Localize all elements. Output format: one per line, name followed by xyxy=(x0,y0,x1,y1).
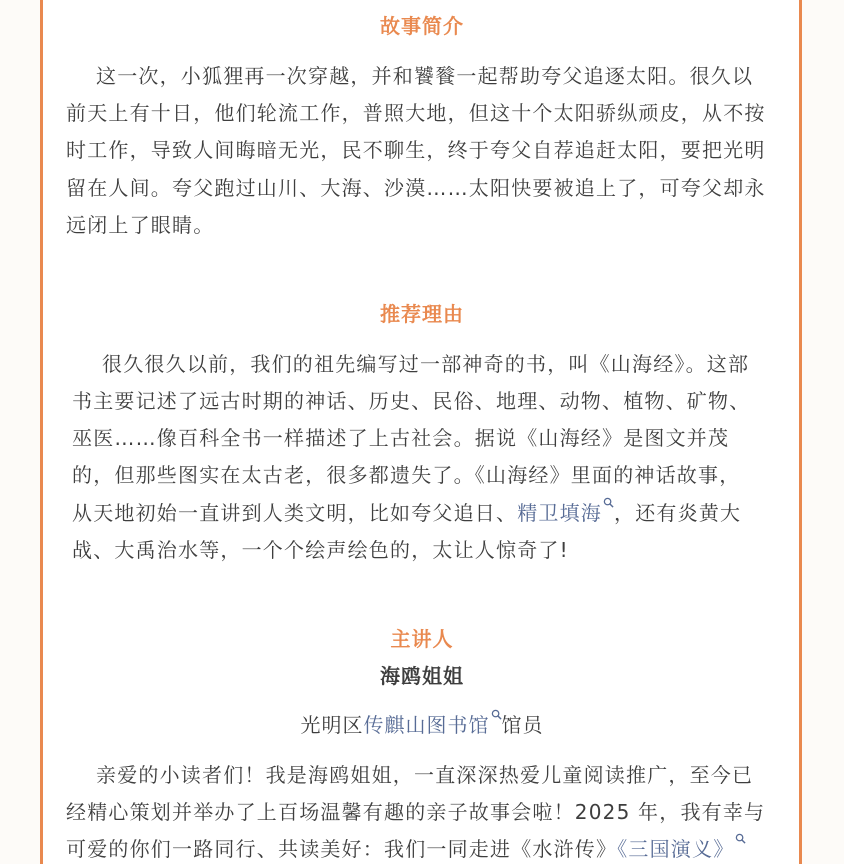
reason-line-4: 的，但那些图实在太古老，很多都遗失了。《山海经》里面的神话故事， xyxy=(72,463,741,487)
jingwei-link-label[interactable]: 精卫填海 xyxy=(517,501,603,525)
story-line-5: 远闭上了眼睛。 xyxy=(66,213,215,237)
affiliation-district: 光明区 xyxy=(300,713,364,737)
jingwei-link[interactable] xyxy=(517,501,614,525)
story-line-3: 时工作，导致人间晦暗无光，民不聊生，终于夸父自荐追赶太阳，要把光明 xyxy=(66,138,766,162)
speaker-line-3 xyxy=(66,835,746,863)
sanguo-link[interactable] xyxy=(617,837,746,861)
reason-line-1: 很久很久以前，我们的祖先编写过一部神奇的书，叫《山海经》。这部 xyxy=(102,352,750,376)
library-link-label[interactable]: 传麒山图书馆 xyxy=(363,713,490,737)
section-title-story: 故事简介 xyxy=(380,14,464,38)
section-title-speaker: 主讲人 xyxy=(390,627,454,651)
reason-line-3: 巫医……像百科全书一样描述了上古社会。据说《山海经》是图文并茂 xyxy=(72,426,730,450)
search-icon[interactable] xyxy=(735,833,746,844)
affiliation-role: 馆员 xyxy=(501,713,544,737)
search-icon[interactable] xyxy=(603,497,614,508)
sanguo-link-label[interactable]: 《三国演义》 xyxy=(617,837,735,861)
reason-line-6: 战、大禹治水等，一个个绘声绘色的，太让人惊奇了! xyxy=(72,538,569,562)
section-title-reason: 推荐理由 xyxy=(380,302,464,326)
search-icon[interactable] xyxy=(491,709,502,720)
library-link[interactable] xyxy=(364,713,502,737)
speaker-line-2: 经精心策划并举办了上百场温馨有趣的亲子故事会啦！2025 年，我有幸与 xyxy=(66,800,766,824)
speaker-line-1: 亲爱的小读者们！我是海鸥姐姐，一直深深热爱儿童阅读推广，至今已 xyxy=(96,763,754,787)
story-line-2: 前天上有十日，他们轮流工作，普照大地，但这十个太阳骄纵顽皮，从不按 xyxy=(66,101,766,125)
speaker-name: 海鸥姐姐 xyxy=(380,664,464,688)
story-line-4: 留在人间。夸父跑过山川、大海、沙漠……太阳快要被追上了，可夸父却永 xyxy=(66,176,766,200)
story-line-1: 这一次，小狐狸再一次穿越，并和饕餮一起帮助夸父追逐太阳。很久以 xyxy=(96,64,754,88)
speaker-affiliation xyxy=(0,711,844,739)
reason-line-5-text: 从天地初始一直讲到人类文明，比如夸父追日、 xyxy=(72,501,518,525)
reason-line-2: 书主要记述了远古时期的神话、历史、民俗、地理、动物、植物、矿物、 xyxy=(72,389,751,413)
reason-line-5 xyxy=(72,499,741,527)
speaker-line-3-text: 可爱的你们一路同行、共读美好：我们一同走进《水浒传》 xyxy=(66,837,618,861)
reason-line-5-tail: ，还有炎黄大 xyxy=(614,501,742,525)
